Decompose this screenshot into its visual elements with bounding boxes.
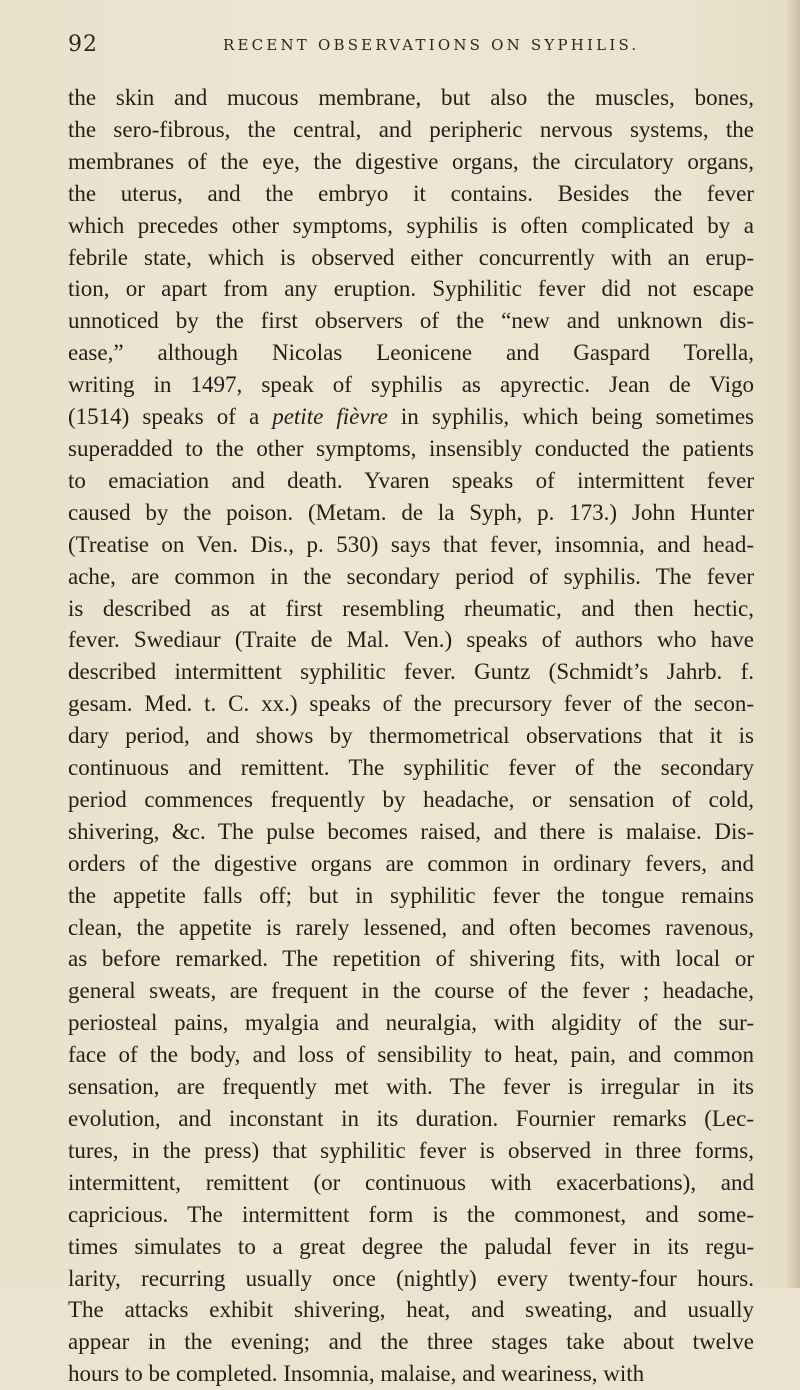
page-header (68, 30, 748, 60)
text-line: clean, the appetite is rarely lessened, and often becomes ravenous, (68, 914, 754, 940)
text-line: appear in the evening; and the three stages take about twelve (68, 1329, 754, 1355)
text-line: (1514) speaks of a petite fièvre in syphilis, which being sometimes (68, 404, 754, 430)
text-line: tion, or apart from any eruption. Syphilitic fever did not escape (68, 276, 754, 302)
text-line: the uterus, and the embryo it contains. Besides the fever (68, 180, 754, 206)
text-line: (Treatise on Ven. Dis., p. 530) says that fever, insomnia, and head- (68, 531, 754, 557)
text-line: the skin and mucous membrane, but also the muscles, bones, (68, 85, 754, 110)
text-line: capricious. The intermittent form is the commonest, and some- (68, 1201, 754, 1227)
text-line: sensation, are frequently met with. The fever is irregular in its (68, 1074, 754, 1100)
text-line: face of the body, and loss of sensibility to heat, pain, and common (68, 1042, 754, 1068)
text-line: ease,” although Nicolas Leonicene and Gaspard Torella, (68, 340, 754, 366)
page-number: 92 (68, 32, 98, 57)
text-line: which precedes other symptoms, syphilis is often complicated by a (68, 212, 754, 238)
body-paragraph (68, 82, 754, 1390)
text-line: intermittent, remittent (or continuous with exacerbations), and (68, 1169, 754, 1195)
text-line: orders of the digestive organs are common in ordinary fevers, and (68, 850, 754, 876)
text-line: ache, are common in the secondary period of syphilis. The fever (68, 563, 754, 589)
text-line: tures, in the press) that syphilitic fever is observed in three forms, (68, 1137, 754, 1163)
text-line: febrile state, which is observed either concurrently with an erup- (68, 244, 754, 270)
text-line: fever. Swediaur (Traite de Mal. Ven.) speaks of authors who have (68, 627, 754, 653)
text-line: dary period, and shows by thermometrical observations that it is (68, 723, 754, 749)
text-line: superadded to the other symptoms, insensibly conducted the patients (68, 435, 754, 461)
text-line: the appetite falls off; but in syphilitic fever the tongue remains (68, 882, 754, 908)
text-line: continuous and remittent. The syphilitic fever of the secondary (68, 755, 754, 781)
text-line: larity, recurring usually once (nightly) every twenty-four hours. (68, 1265, 754, 1291)
text-line: evolution, and inconstant in its duration. Fournier remarks (Lec- (68, 1106, 754, 1131)
running-head: RECENT OBSERVATIONS ON SYPHILIS. (223, 36, 640, 54)
text-line: hours to be completed. Insomnia, malaise, and weariness, with (68, 1361, 645, 1387)
text-line: writing in 1497, speak of syphilis as apyrectic. Jean de Vigo (68, 372, 754, 398)
text-line: membranes of the eye, the digestive organs, the circulatory organs, (68, 148, 754, 174)
text-line: as before remarked. The repetition of shivering fits, with local or (68, 946, 754, 972)
text-line: general sweats, are frequent in the course of the fever ; headache, (68, 978, 754, 1004)
text-line: caused by the poison. (Metam. de la Syph, p. 173.) John Hunter (68, 499, 754, 525)
text-line: shivering, &c. The pulse becomes raised, and there is malaise. Dis- (68, 818, 754, 844)
text-line: period commences frequently by headache, or sensation of cold, (68, 786, 754, 812)
text-line: gesam. Med. t. C. xx.) speaks of the precursory fever of the secon- (68, 691, 754, 717)
text-line: is described as at first resembling rheumatic, and then hectic, (68, 595, 754, 621)
text-line: to emaciation and death. Yvaren speaks of intermittent fever (68, 467, 754, 493)
italic-phrase: petite fièvre (272, 404, 388, 430)
text-line: The attacks exhibit shivering, heat, and sweating, and usually (68, 1297, 754, 1323)
page-edge-shadow (786, 0, 800, 1288)
text-line: described intermittent syphilitic fever. Guntz (Schmidt’s Jahrb. f. (68, 659, 754, 685)
text-line: unnoticed by the first observers of the “new and unknown dis- (68, 308, 754, 334)
text-line: times simulates to a great degree the paludal fever in its regu- (68, 1233, 754, 1259)
text-line: the sero-fibrous, the central, and peripheric nervous systems, the (68, 116, 754, 142)
text-line: periosteal pains, myalgia and neuralgia, with algidity of the sur- (68, 1010, 754, 1036)
